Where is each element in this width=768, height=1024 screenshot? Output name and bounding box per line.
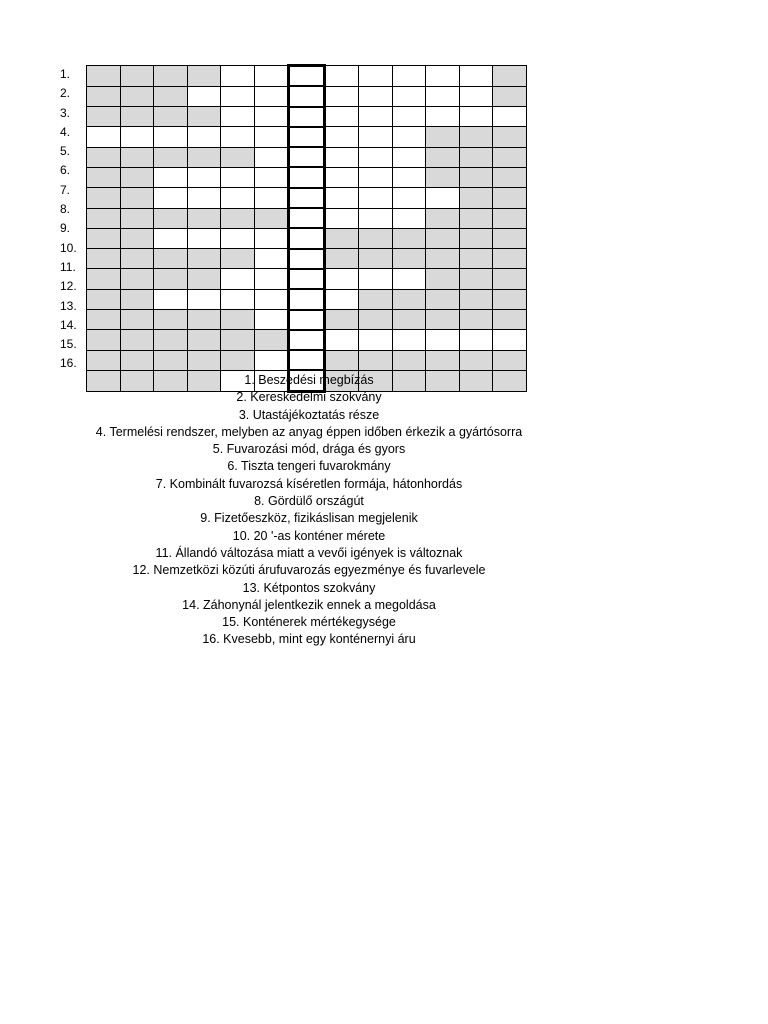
- shaded-cell: [87, 167, 121, 187]
- shaded-cell: [493, 269, 527, 289]
- shaded-cell: [87, 289, 121, 309]
- shaded-cell: [426, 147, 460, 167]
- letter-cell[interactable]: [359, 167, 393, 187]
- letter-cell[interactable]: [359, 208, 393, 228]
- shaded-cell: [187, 350, 221, 370]
- clue-item: 11. Állandó változása miatt a vevői igények is változnak: [155, 545, 463, 560]
- shaded-cell: [324, 350, 359, 370]
- solution-cell[interactable]: [289, 188, 325, 208]
- grid-row: [87, 269, 527, 289]
- letter-cell[interactable]: [221, 107, 255, 127]
- shaded-cell: [154, 350, 188, 370]
- clue-item: 3. Utastájékoztatás része: [238, 407, 380, 422]
- shaded-cell: [120, 228, 154, 248]
- row-number: 10.: [60, 240, 77, 255]
- clue-list: [0, 372, 618, 649]
- shaded-cell: [493, 208, 527, 228]
- shaded-cell: [154, 310, 188, 330]
- letter-cell[interactable]: [392, 107, 426, 127]
- shaded-cell: [154, 66, 188, 87]
- shaded-cell: [426, 289, 460, 309]
- letter-cell[interactable]: [221, 86, 255, 106]
- letter-cell[interactable]: [254, 66, 289, 87]
- shaded-cell: [120, 289, 154, 309]
- shaded-cell: [493, 310, 527, 330]
- solution-cell[interactable]: [289, 66, 325, 87]
- shaded-cell: [459, 208, 493, 228]
- letter-cell[interactable]: [426, 66, 460, 87]
- shaded-cell: [493, 147, 527, 167]
- shaded-cell: [493, 249, 527, 269]
- letter-cell[interactable]: [324, 269, 359, 289]
- shaded-cell: [87, 147, 121, 167]
- shaded-cell: [187, 330, 221, 350]
- shaded-cell: [392, 289, 426, 309]
- letter-cell[interactable]: [254, 350, 289, 370]
- letter-cell[interactable]: [426, 188, 460, 208]
- row-number-column: [60, 65, 84, 374]
- shaded-cell: [87, 310, 121, 330]
- shaded-cell: [120, 167, 154, 187]
- row-number: 14.: [60, 317, 77, 332]
- shaded-cell: [493, 350, 527, 370]
- solution-cell[interactable]: [289, 330, 325, 350]
- letter-cell[interactable]: [187, 228, 221, 248]
- shaded-cell: [459, 127, 493, 147]
- grid-row: [87, 208, 527, 228]
- shaded-cell: [120, 269, 154, 289]
- clue-item: 5. Fuvarozási mód, drága és gyors: [212, 442, 406, 457]
- shaded-cell: [187, 269, 221, 289]
- letter-cell[interactable]: [324, 167, 359, 187]
- shaded-cell: [254, 330, 289, 350]
- shaded-cell: [154, 86, 188, 106]
- shaded-cell: [493, 289, 527, 309]
- letter-cell[interactable]: [221, 66, 255, 87]
- shaded-cell: [459, 147, 493, 167]
- grid-row: [87, 330, 527, 350]
- letter-cell[interactable]: [221, 127, 255, 147]
- letter-cell[interactable]: [359, 269, 393, 289]
- shaded-cell: [426, 269, 460, 289]
- shaded-cell: [120, 86, 154, 106]
- letter-cell[interactable]: [392, 127, 426, 147]
- shaded-cell: [459, 289, 493, 309]
- letter-cell[interactable]: [392, 167, 426, 187]
- shaded-cell: [324, 228, 359, 248]
- shaded-cell: [254, 208, 289, 228]
- letter-cell[interactable]: [324, 147, 359, 167]
- letter-cell[interactable]: [254, 188, 289, 208]
- shaded-cell: [493, 86, 527, 106]
- clue-item: 16. Kvesebb, mint egy konténernyi áru: [202, 632, 416, 647]
- letter-cell[interactable]: [254, 228, 289, 248]
- solution-cell[interactable]: [289, 289, 325, 309]
- letter-cell[interactable]: [154, 289, 188, 309]
- solution-cell[interactable]: [289, 127, 325, 147]
- letter-cell[interactable]: [359, 147, 393, 167]
- shaded-cell: [493, 167, 527, 187]
- shaded-cell: [120, 350, 154, 370]
- shaded-cell: [187, 147, 221, 167]
- shaded-cell: [493, 66, 527, 87]
- letter-cell[interactable]: [254, 86, 289, 106]
- row-number: 15.: [60, 337, 77, 352]
- shaded-cell: [459, 350, 493, 370]
- grid-row: [87, 249, 527, 269]
- letter-cell[interactable]: [254, 167, 289, 187]
- letter-cell[interactable]: [459, 107, 493, 127]
- shaded-cell: [187, 208, 221, 228]
- grid-row: [87, 107, 527, 127]
- grid-row: [87, 127, 527, 147]
- shaded-cell: [221, 330, 255, 350]
- shaded-cell: [120, 249, 154, 269]
- solution-cell[interactable]: [289, 228, 325, 248]
- shaded-cell: [221, 147, 255, 167]
- letter-cell[interactable]: [187, 289, 221, 309]
- shaded-cell: [154, 208, 188, 228]
- letter-cell[interactable]: [221, 228, 255, 248]
- grid-row: [87, 289, 527, 309]
- shaded-cell: [426, 127, 460, 147]
- shaded-cell: [87, 208, 121, 228]
- letter-cell[interactable]: [359, 127, 393, 147]
- solution-cell[interactable]: [289, 147, 325, 167]
- letter-cell[interactable]: [324, 107, 359, 127]
- shaded-cell: [87, 66, 121, 87]
- shaded-cell: [324, 249, 359, 269]
- letter-cell[interactable]: [324, 208, 359, 228]
- letter-cell[interactable]: [254, 107, 289, 127]
- letter-cell[interactable]: [87, 127, 121, 147]
- clue-item: 9. Fizetőeszköz, fizikáslisan megjelenik: [200, 511, 418, 526]
- letter-cell[interactable]: [254, 249, 289, 269]
- shaded-cell: [187, 107, 221, 127]
- shaded-cell: [87, 249, 121, 269]
- letter-cell[interactable]: [221, 289, 255, 309]
- shaded-cell: [187, 66, 221, 87]
- solution-cell[interactable]: [289, 86, 325, 106]
- shaded-cell: [493, 127, 527, 147]
- shaded-cell: [359, 228, 393, 248]
- solution-cell[interactable]: [289, 208, 325, 228]
- clue-item: 4. Termelési rendszer, melyben az anyag éppen időben érkezik a gyártósorra: [95, 424, 523, 439]
- shaded-cell: [392, 249, 426, 269]
- letter-cell[interactable]: [493, 107, 527, 127]
- grid-row: [87, 86, 527, 106]
- shaded-cell: [426, 310, 460, 330]
- shaded-cell: [187, 249, 221, 269]
- letter-cell[interactable]: [426, 107, 460, 127]
- letter-cell[interactable]: [426, 86, 460, 106]
- row-number: 4.: [60, 124, 71, 139]
- row-number: 8.: [60, 202, 71, 217]
- solution-cell[interactable]: [289, 310, 325, 330]
- grid-row: [87, 147, 527, 167]
- letter-cell[interactable]: [392, 208, 426, 228]
- shaded-cell: [459, 167, 493, 187]
- shaded-cell: [120, 66, 154, 87]
- shaded-cell: [359, 289, 393, 309]
- shaded-cell: [120, 310, 154, 330]
- shaded-cell: [493, 188, 527, 208]
- solution-cell[interactable]: [289, 350, 325, 370]
- letter-cell[interactable]: [154, 188, 188, 208]
- shaded-cell: [392, 350, 426, 370]
- letter-cell[interactable]: [254, 310, 289, 330]
- letter-cell[interactable]: [254, 289, 289, 309]
- letter-cell[interactable]: [426, 330, 460, 350]
- shaded-cell: [426, 249, 460, 269]
- shaded-cell: [493, 228, 527, 248]
- letter-cell[interactable]: [392, 269, 426, 289]
- row-number: 16.: [60, 356, 77, 371]
- shaded-cell: [359, 249, 393, 269]
- shaded-cell: [87, 228, 121, 248]
- letter-cell[interactable]: [254, 127, 289, 147]
- shaded-cell: [426, 350, 460, 370]
- letter-cell[interactable]: [221, 167, 255, 187]
- clue-item: 1. Beszedési megbízás: [244, 373, 374, 387]
- shaded-cell: [87, 107, 121, 127]
- row-number: 2.: [60, 86, 71, 101]
- solution-cell[interactable]: [289, 249, 325, 269]
- clue-item: 8. Gördülő országút: [254, 494, 364, 509]
- shaded-cell: [87, 330, 121, 350]
- letter-cell[interactable]: [324, 289, 359, 309]
- shaded-cell: [120, 208, 154, 228]
- letter-cell[interactable]: [459, 66, 493, 87]
- letter-cell[interactable]: [154, 127, 188, 147]
- letter-cell[interactable]: [493, 330, 527, 350]
- shaded-cell: [426, 228, 460, 248]
- shaded-cell: [359, 350, 393, 370]
- letter-cell[interactable]: [324, 127, 359, 147]
- clue-item: 7. Kombinált fuvarozsá kíséretlen formája, hátonhordás: [155, 476, 463, 491]
- shaded-cell: [324, 310, 359, 330]
- letter-cell[interactable]: [324, 330, 359, 350]
- clue-item: 14. Záhonynál jelentkezik ennek a megoldása: [182, 597, 436, 612]
- letter-cell[interactable]: [154, 167, 188, 187]
- row-number: 9.: [60, 221, 71, 236]
- shaded-cell: [87, 350, 121, 370]
- letter-cell[interactable]: [254, 147, 289, 167]
- grid-row: [87, 66, 527, 87]
- grid-row: [87, 188, 527, 208]
- letter-cell[interactable]: [120, 127, 154, 147]
- shaded-cell: [459, 249, 493, 269]
- shaded-cell: [154, 269, 188, 289]
- row-number: 13.: [60, 298, 77, 313]
- shaded-cell: [154, 249, 188, 269]
- letter-cell[interactable]: [392, 86, 426, 106]
- letter-cell[interactable]: [187, 127, 221, 147]
- clue-item: 15. Konténerek mértékegysége: [222, 615, 396, 630]
- letter-cell[interactable]: [392, 330, 426, 350]
- grid-row: [87, 167, 527, 187]
- shaded-cell: [154, 330, 188, 350]
- shaded-cell: [87, 86, 121, 106]
- letter-cell[interactable]: [324, 188, 359, 208]
- letter-cell[interactable]: [221, 269, 255, 289]
- row-number: 3.: [60, 105, 71, 120]
- letter-cell[interactable]: [359, 330, 393, 350]
- shaded-cell: [459, 310, 493, 330]
- letter-cell[interactable]: [187, 188, 221, 208]
- row-number: 7.: [60, 182, 71, 197]
- letter-cell[interactable]: [459, 86, 493, 106]
- row-number: 11.: [60, 259, 76, 274]
- shaded-cell: [87, 188, 121, 208]
- shaded-cell: [459, 188, 493, 208]
- solution-cell[interactable]: [289, 269, 325, 289]
- clue-item: 6. Tiszta tengeri fuvarokmány: [227, 459, 391, 474]
- shaded-cell: [154, 107, 188, 127]
- letter-cell[interactable]: [254, 269, 289, 289]
- clue-item: 12. Nemzetközi közúti árufuvarozás egyezménye és fuvarlevele: [132, 563, 486, 578]
- shaded-cell: [221, 208, 255, 228]
- clue-item: 2. Kereskedelmi szokvány: [236, 390, 382, 405]
- row-number: 6.: [60, 163, 71, 178]
- shaded-cell: [154, 147, 188, 167]
- shaded-cell: [426, 208, 460, 228]
- letter-cell[interactable]: [187, 86, 221, 106]
- row-number: 1.: [60, 67, 71, 81]
- clue-item: 10. 20 '-as konténer mérete: [232, 528, 386, 543]
- shaded-cell: [221, 350, 255, 370]
- shaded-cell: [120, 107, 154, 127]
- letter-cell[interactable]: [154, 228, 188, 248]
- shaded-cell: [221, 310, 255, 330]
- letter-cell[interactable]: [359, 188, 393, 208]
- shaded-cell: [187, 310, 221, 330]
- shaded-cell: [392, 310, 426, 330]
- letter-cell[interactable]: [392, 147, 426, 167]
- shaded-cell: [120, 330, 154, 350]
- shaded-cell: [120, 188, 154, 208]
- letter-cell[interactable]: [392, 66, 426, 87]
- letter-cell[interactable]: [221, 188, 255, 208]
- row-number: 12.: [60, 279, 77, 294]
- clue-item: 13. Kétpontos szokvány: [242, 580, 376, 595]
- letter-cell[interactable]: [359, 107, 393, 127]
- shaded-cell: [426, 167, 460, 187]
- grid-row: [87, 228, 527, 248]
- shaded-cell: [221, 249, 255, 269]
- letter-cell[interactable]: [187, 167, 221, 187]
- grid-row: [87, 350, 527, 370]
- letter-cell[interactable]: [359, 66, 393, 87]
- shaded-cell: [459, 228, 493, 248]
- solution-cell[interactable]: [289, 107, 325, 127]
- solution-cell[interactable]: [289, 167, 325, 187]
- row-number: 5.: [60, 144, 71, 159]
- shaded-cell: [459, 269, 493, 289]
- shaded-cell: [120, 147, 154, 167]
- letter-cell[interactable]: [324, 86, 359, 106]
- shaded-cell: [359, 310, 393, 330]
- grid-row: [87, 310, 527, 330]
- letter-cell[interactable]: [324, 66, 359, 87]
- crossword-grid: [86, 64, 527, 393]
- letter-cell[interactable]: [359, 86, 393, 106]
- letter-cell[interactable]: [459, 330, 493, 350]
- shaded-cell: [87, 269, 121, 289]
- shaded-cell: [392, 228, 426, 248]
- letter-cell[interactable]: [392, 188, 426, 208]
